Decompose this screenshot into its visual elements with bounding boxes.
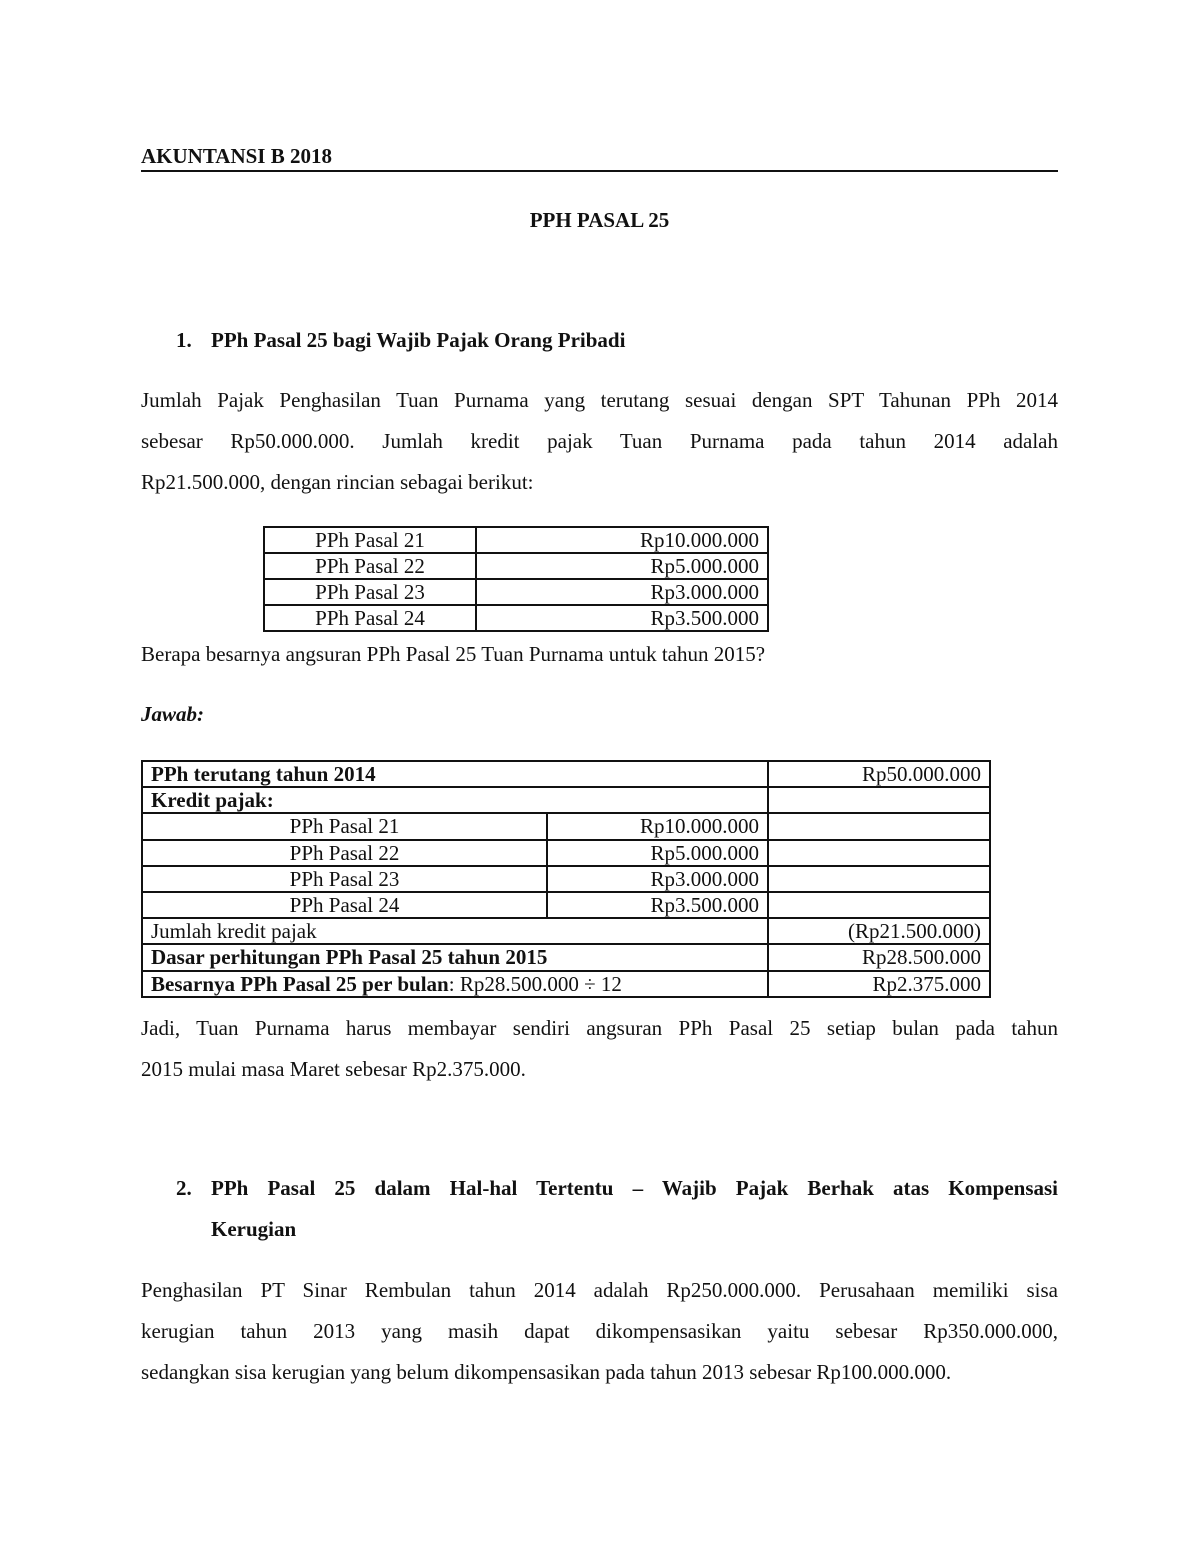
kredit-item-value: Rp10.000.000	[547, 813, 768, 839]
pph-terutang-value: Rp50.000.000	[768, 761, 990, 787]
credit-value: Rp3.500.000	[476, 605, 768, 631]
jumlah-kredit-value: (Rp21.500.000)	[768, 918, 990, 944]
paragraph-line: sebesar Rp50.000.000. Jumlah kredit pajak Tuan Purnama pada tahun 2014 adalah	[141, 429, 1058, 453]
table-row	[142, 761, 990, 787]
credit-detail-table	[263, 526, 769, 632]
table-row	[264, 527, 768, 553]
question-text: Berapa besarnya angsuran PPh Pasal 25 Tuan Purnama untuk tahun 2015?	[141, 642, 766, 666]
credit-label: PPh Pasal 22	[264, 553, 476, 579]
besarnya-label: Besarnya PPh Pasal 25 per bulan	[151, 971, 449, 996]
empty-cell	[768, 892, 990, 918]
section-1-title: PPh Pasal 25 bagi Wajib Pajak Orang Pribadi	[211, 328, 626, 352]
dasar-perhitungan-value: Rp28.500.000	[768, 944, 990, 970]
kredit-item-label: PPh Pasal 24	[142, 892, 547, 918]
answer-label: Jawab:	[141, 702, 204, 726]
empty-cell	[768, 813, 990, 839]
section-2-title	[211, 1168, 1058, 1250]
document-header: AKUNTANSI B 2018	[141, 144, 332, 168]
kredit-pajak-label: Kredit pajak:	[142, 787, 768, 813]
section-2-heading	[176, 1168, 1058, 1250]
table-row	[264, 553, 768, 579]
credit-label: PPh Pasal 24	[264, 605, 476, 631]
table-row	[142, 944, 990, 970]
header-rule	[141, 170, 1058, 172]
table-row	[142, 866, 990, 892]
kredit-item-label: PPh Pasal 21	[142, 813, 547, 839]
paragraph-line: Penghasilan PT Sinar Rembulan tahun 2014 adalah Rp250.000.000. Perusahaan memiliki sisa	[141, 1278, 1058, 1302]
kredit-item-value: Rp5.000.000	[547, 840, 768, 866]
empty-cell	[768, 866, 990, 892]
empty-cell	[768, 787, 990, 813]
table-row	[142, 813, 990, 839]
pph-terutang-label: PPh terutang tahun 2014	[142, 761, 768, 787]
empty-cell	[768, 840, 990, 866]
dasar-perhitungan-label: Dasar perhitungan PPh Pasal 25 tahun 2015	[142, 944, 768, 970]
section-1-heading	[176, 328, 625, 353]
kredit-item-value: Rp3.500.000	[547, 892, 768, 918]
paragraph-line: Rp21.500.000, dengan rincian sebagai berikut:	[141, 470, 534, 494]
section-2-paragraph	[141, 1270, 1058, 1393]
besarnya-formula: : Rp28.500.000 ÷ 12	[448, 971, 622, 996]
document-title: PPH PASAL 25	[529, 208, 670, 232]
kredit-item-value: Rp3.000.000	[547, 866, 768, 892]
credit-value: Rp3.000.000	[476, 579, 768, 605]
kredit-item-label: PPh Pasal 23	[142, 866, 547, 892]
answer-table	[141, 760, 991, 998]
paragraph-line: 2015 mulai masa Maret sebesar Rp2.375.000.	[141, 1057, 526, 1081]
section-1-paragraph	[141, 380, 1058, 503]
table-row	[264, 579, 768, 605]
section-2-number: 2.	[176, 1176, 192, 1200]
credit-value: Rp10.000.000	[476, 527, 768, 553]
table-row	[264, 605, 768, 631]
besarnya-value: Rp2.375.000	[768, 971, 990, 997]
paragraph-line: sedangkan sisa kerugian yang belum dikompensasikan pada tahun 2013 sebesar Rp100.000.000.	[141, 1360, 952, 1384]
table-row	[142, 971, 990, 997]
credit-value: Rp5.000.000	[476, 553, 768, 579]
besarnya-cell	[142, 971, 768, 997]
credit-label: PPh Pasal 21	[264, 527, 476, 553]
credit-label: PPh Pasal 23	[264, 579, 476, 605]
table-row	[142, 892, 990, 918]
section-1-number: 1.	[176, 328, 192, 352]
jumlah-kredit-label: Jumlah kredit pajak	[142, 918, 768, 944]
kredit-item-label: PPh Pasal 22	[142, 840, 547, 866]
table-row	[142, 918, 990, 944]
heading-line: Kerugian	[211, 1217, 297, 1241]
paragraph-line: kerugian tahun 2013 yang masih dapat dikompensasikan yaitu sebesar Rp350.000.000,	[141, 1319, 1058, 1343]
table-row	[142, 787, 990, 813]
table-row	[142, 840, 990, 866]
heading-line: PPh Pasal 25 dalam Hal-hal Tertentu – Wajib Pajak Berhak atas Kompensasi	[211, 1176, 1058, 1200]
conclusion-paragraph	[141, 1008, 1058, 1090]
paragraph-line: Jumlah Pajak Penghasilan Tuan Purnama yang terutang sesuai dengan SPT Tahunan PPh 2014	[141, 388, 1058, 412]
paragraph-line: Jadi, Tuan Purnama harus membayar sendiri angsuran PPh Pasal 25 setiap bulan pada tahun	[141, 1016, 1058, 1040]
